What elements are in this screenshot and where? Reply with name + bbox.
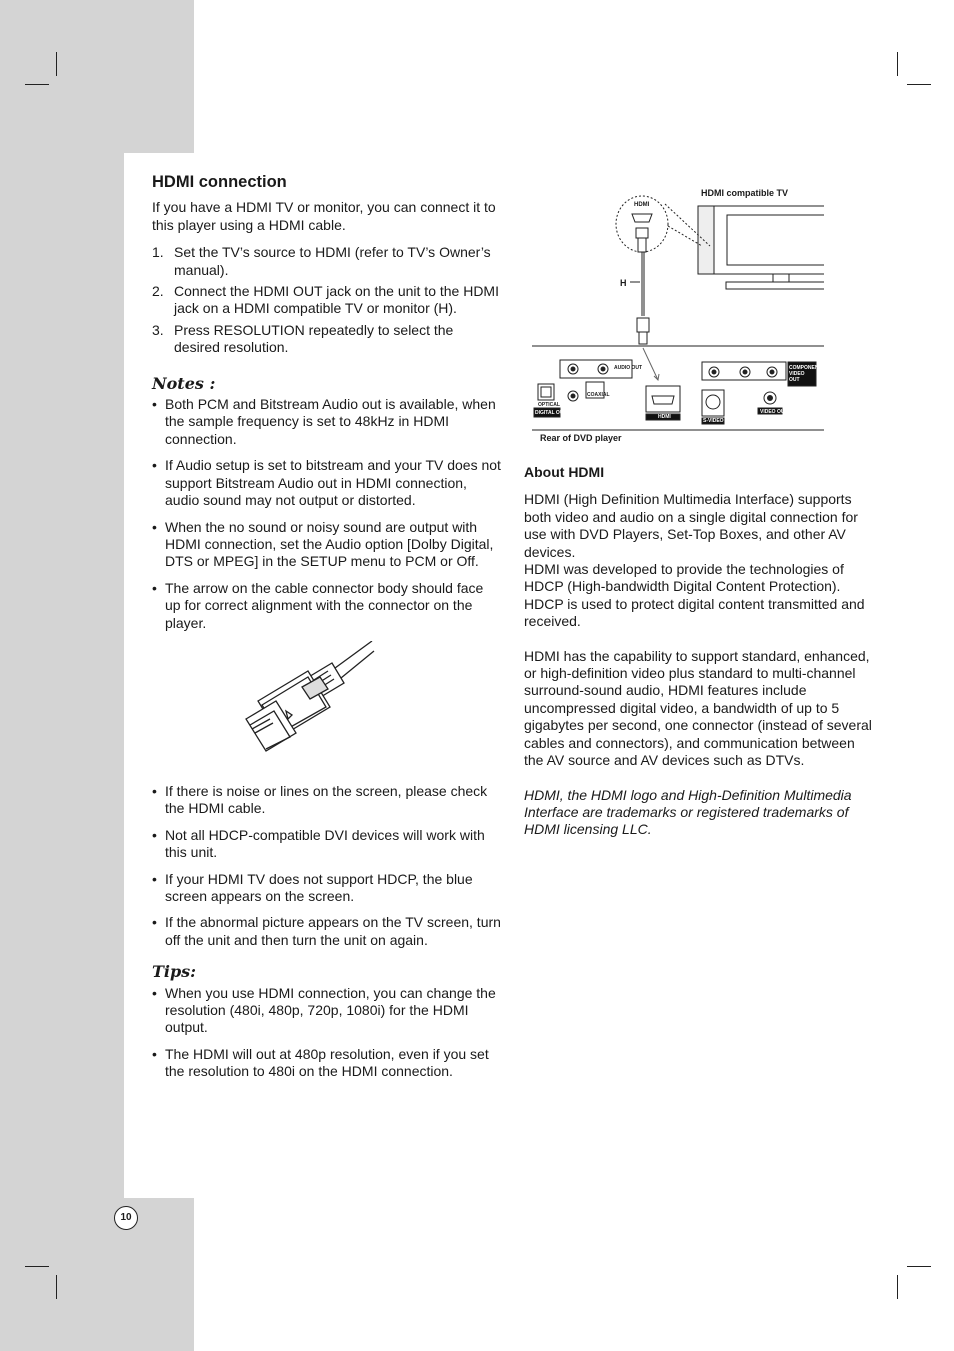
- crop-mark: [897, 52, 898, 76]
- connection-diagram: [530, 184, 824, 448]
- note-item: • If Audio setup is set to bitstream and your TV does not support Bitstream Audio out in HDMI connection, audio sound may not output or distorted.: [152, 457, 502, 509]
- about-hdmi-title: About HDMI: [524, 464, 605, 480]
- coaxial-label: COAXIAL: [587, 392, 610, 398]
- crop-mark: [907, 84, 931, 85]
- steps-list: [152, 244, 502, 356]
- step-item: [152, 283, 502, 318]
- page-number: 10: [114, 1206, 138, 1230]
- step-number: 1.: [152, 244, 164, 261]
- margin-band-top: [0, 0, 194, 153]
- about-paragraph: HDMI was developed to provide the technologies of HDCP (High-bandwidth Digital Content Protection). HDCP is used to protect digital content transmitted and received.: [524, 561, 865, 630]
- s-video-label: S-VIDEO OUT: [703, 418, 736, 424]
- left-column: [152, 174, 502, 1090]
- tv-label: HDMI compatible TV: [701, 188, 789, 198]
- crop-mark: [25, 84, 49, 85]
- audio-out-label: AUDIO OUT: [614, 365, 643, 371]
- step-item: [152, 244, 502, 279]
- step-text: Press RESOLUTION repeatedly to select the desired resolution.: [174, 321, 454, 356]
- step-text: Connect the HDMI OUT jack on the unit to the HDMI jack on a HDMI compatible TV or monitor (H).: [174, 283, 499, 317]
- crop-mark: [25, 1266, 49, 1267]
- hdmi-port-label: HDMI: [634, 202, 650, 208]
- hdmi-plug-figure: [152, 641, 502, 779]
- tips-list: [152, 985, 502, 1081]
- about-paragraph: HDMI (High Definition Multimedia Interface) supports both video and audio on a single digital connection for use with DVD Players, Set-Top Boxes, and other AV devices.: [524, 491, 858, 560]
- tip-item: • When you use HDMI connection, you can change the resolution (480i, 480p, 720p, 1080i) for the HDMI output.: [152, 985, 502, 1037]
- hdmi-plug-icon: [152, 641, 502, 779]
- note-item: • Not all HDCP-compatible DVI devices will work with this unit.: [152, 827, 502, 862]
- crop-mark: [897, 1275, 898, 1299]
- section-title: HDMI connection: [152, 173, 287, 191]
- note-item: • If your HDMI TV does not support HDCP, the blue screen appears on the screen.: [152, 871, 502, 906]
- crop-mark: [907, 1266, 931, 1267]
- player-label: Rear of DVD player: [540, 433, 622, 443]
- intro-text: If you have a HDMI TV or monitor, you can connect it to this player using a HDMI cable.: [152, 199, 496, 233]
- tips-title: Tips:: [152, 962, 197, 982]
- crop-mark: [56, 52, 57, 76]
- about-paragraph: HDMI has the capability to support standard, enhanced, or high-definition video plus standard to multi-channel surround-sound audio, HDMI features include uncompressed digital video, a bandwidth of up to 5 gigabytes per second, one connector (instead of several cables and connectors), and communication between the AV source and AV devices such as DTVs.: [524, 647, 872, 769]
- note-item: • If there is noise or lines on the screen, please check the HDMI cable.: [152, 783, 502, 818]
- component-label: COMPONENT VIDEO OUT: [789, 365, 822, 383]
- notes-title: Notes :: [152, 373, 216, 393]
- margin-band-left: [0, 153, 124, 1198]
- step-text: Set the TV’s source to HDMI (refer to TV’s Owner’s manual).: [174, 244, 491, 278]
- step-number: 2.: [152, 283, 164, 300]
- optical-label: OPTICAL: [538, 402, 560, 408]
- cable-label: H: [620, 278, 627, 288]
- digital-out-label: DIGITAL OUT: [535, 410, 567, 416]
- step-number: 3.: [152, 321, 164, 338]
- notes-list: [152, 396, 502, 632]
- notes-list-continued: [152, 783, 502, 949]
- note-item: • Both PCM and Bitstream Audio out is available, when the sample frequency is set to 48kHz in HDMI connection.: [152, 396, 502, 448]
- step-item: [152, 322, 502, 357]
- tip-item: • The HDMI will out at 480p resolution, even if you set the resolution to 480i on the HDMI connection.: [152, 1046, 502, 1081]
- crop-mark: [56, 1275, 57, 1299]
- note-item: • If the abnormal picture appears on the TV screen, turn off the unit and then turn the unit on again.: [152, 914, 502, 949]
- right-column: [524, 464, 876, 839]
- player-hdmi-label: HDMI: [658, 414, 671, 420]
- note-item: • The arrow on the cable connector body should face up for correct alignment with the connector on the player.: [152, 580, 502, 632]
- trademark-notice: HDMI, the HDMI logo and High-Definition Multimedia Interface are trademarks or registered trademarks of HDMI licensing LLC.: [524, 786, 852, 838]
- video-out-label: VIDEO OUT: [760, 409, 788, 415]
- note-item: • When the no sound or noisy sound are output with HDMI connection, set the Audio option [Dolby Digital, DTS or MPEG] in the SETUP menu to PCM or Off.: [152, 519, 502, 571]
- margin-band-bottom: [0, 1198, 194, 1351]
